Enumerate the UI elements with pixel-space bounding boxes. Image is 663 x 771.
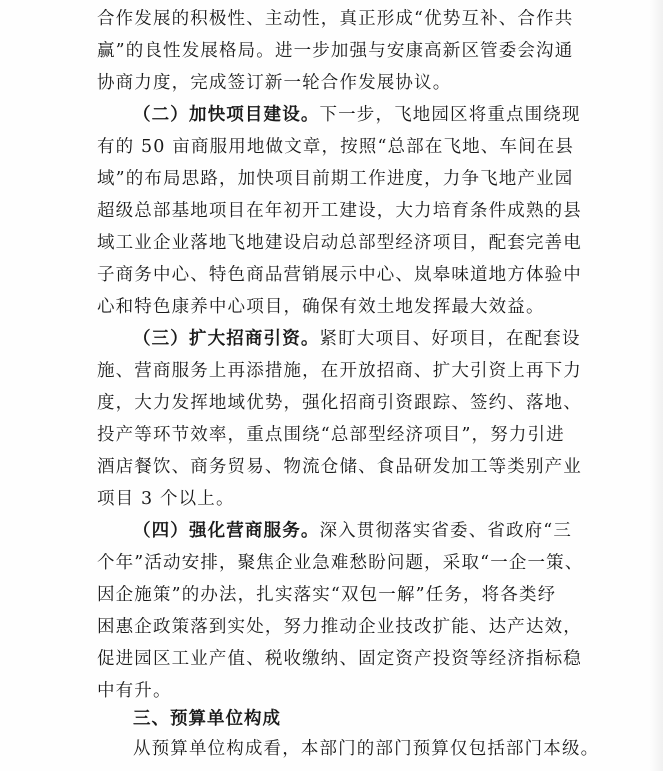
paragraph-line: 施、营商服务上再添措施，在开放招商、扩大引资上再下力: [97, 361, 582, 381]
paragraph-line: 心和特色康养中心项目，确保有效土地发挥最大效益。: [97, 297, 545, 317]
paragraph-line: 有的 50 亩商服用地做文章，按照“总部在飞地、车间在县: [97, 137, 575, 157]
paragraph-line: 困惠企政策落到实处，努力推动企业技改扩能、达产达效，: [97, 617, 582, 637]
paragraph-line: 中有升。: [97, 681, 172, 701]
paragraph-line: 投产等环节效率，重点围绕“总部型经济项目”，努力引进: [97, 425, 565, 445]
paragraph-line: 酒店餐饮、商务贸易、物流仓储、食品研发加工等类别产业: [97, 457, 582, 477]
paragraph-line: 促进园区工业产值、税收缴纳、固定资产投资等经济指标稳: [97, 649, 582, 669]
paragraph-line: 协商力度，完成签订新一轮合作发展协议。: [97, 73, 452, 93]
section-heading-budget-units: 三、预算单位构成: [133, 709, 281, 729]
paragraph-text: 紧盯大项目、好项目，在配套设: [319, 329, 581, 349]
paragraph-line: 域”的布局思路，加快项目前期工作进度，力争飞地产业园: [97, 169, 574, 189]
paragraph-text: 下一步，飞地园区将重点围绕现: [319, 105, 581, 125]
paragraph-line: 个年”活动安排，聚焦企业急难愁盼问题，采取“一企一策、: [97, 553, 584, 573]
paragraph-text: 深入贯彻落实省委、省政府“三: [319, 521, 573, 541]
paragraph-line: 合作发展的积极性、主动性，真正形成“优势互补、合作共: [97, 9, 574, 29]
business-service-paragraph: [133, 515, 657, 547]
project-construction-paragraph: [133, 99, 657, 131]
paragraph-line: 域工业企业落地飞地建设启动总部型经济项目，配套完善电: [97, 233, 582, 253]
paragraph-line: 超级总部基地项目在年初开工建设，大力培育条件成熟的县: [97, 201, 582, 221]
investment-paragraph: [133, 323, 657, 355]
paragraph-line: 度，大力发挥地域优势，强化招商引资跟踪、签约、落地、: [97, 393, 582, 413]
paragraph-line: 项目 3 个以上。: [97, 489, 235, 509]
section-heading-project-construction: （二）加快项目建设。: [133, 105, 320, 125]
section-heading-investment: （三）扩大招商引资。: [133, 329, 320, 349]
page-edge-shadow: [649, 0, 663, 771]
budget-units-paragraph: 从预算单位构成看，本部门的部门预算仅包括部门本级。: [133, 739, 600, 759]
paragraph-line: 赢”的良性发展格局。进一步加强与安康高新区管委会沟通: [97, 41, 574, 61]
paragraph-line: 因企施策”的办法，扎实落实“双包一解”任务，将各类纾: [97, 585, 557, 605]
paragraph-line: 子商务中心、特色商品营销展示中心、岚皋味道地方体验中: [97, 265, 582, 285]
section-heading-business-service: （四）强化营商服务。: [133, 521, 320, 541]
